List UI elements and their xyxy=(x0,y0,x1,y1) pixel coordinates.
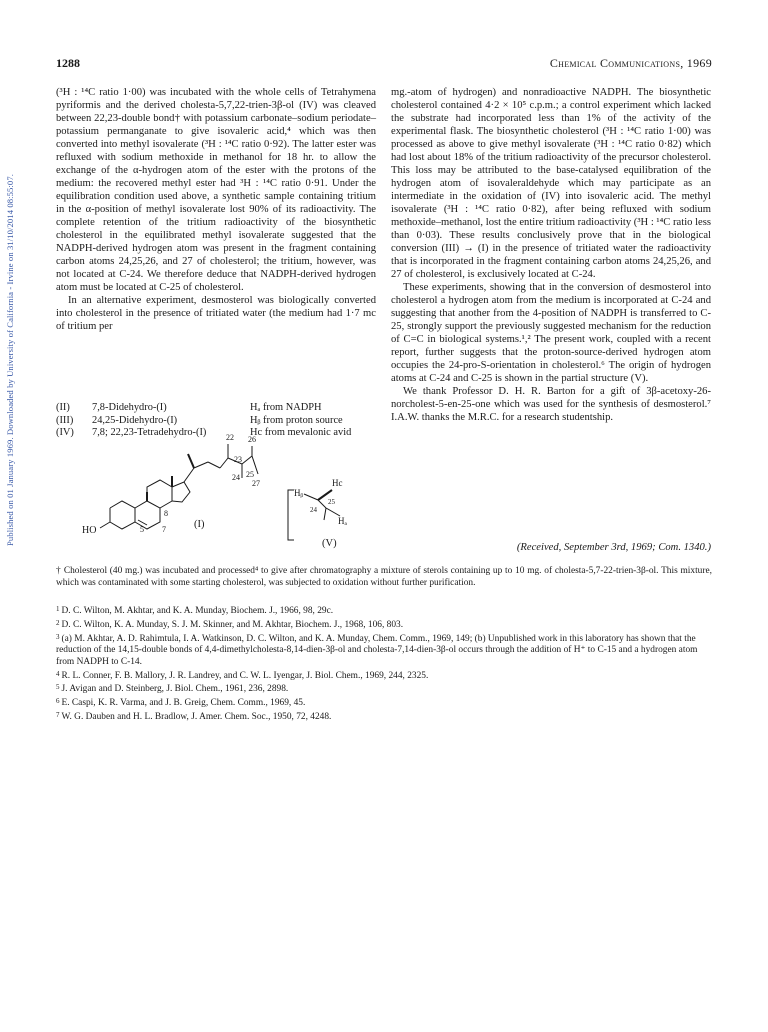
chemical-structures xyxy=(56,420,386,550)
right-paragraph-1: mg.-atom of hydrogen) and nonradioactive NADPH. The biosynthetic cholesterol contained 4·2 × 10⁵ c.p.m.; a control experiment which lacked the substrate had incorporated less than 1% of the activity of the experimental flask. The biosynthetic cholesterol (³H : ¹⁴C ratio 1·00) was processed as above to give methyl isovalerate (³H : ¹⁴C ratio 0·82) which had lost about 18% of the tritium radioactivity of the precursor cholesterol. This loss may be attributed to the base-catalysed equilibration of the hydrogen atom of isovaleraldehyde which may participate as an intermediate in the oxidation of (IV) into isovaleric acid. The methyl isovalerate (³H : ¹⁴C ratio 0·82), after being refluxed with sodium methoxide–methanol, lost the entire tritium radioactivity (³H : ¹⁴C ratio less than 0·03). These results conclusively prove that in the biological conversion (III) → (I) in the presence of tritiated water the radioactivity that is incorporated in the fragment containing carbon atoms 24,25,26, and 27 of cholesterol, is exclusively located at C-24. xyxy=(391,87,711,280)
reference-item xyxy=(56,682,712,695)
hc-label: Hc xyxy=(332,478,343,488)
legend-row xyxy=(56,402,376,415)
legend-number: (II) xyxy=(56,402,70,413)
legend-number: (IV) xyxy=(56,427,74,438)
reference-text: W. G. Dauben and H. L. Bradlow, J. Amer. Chem. Soc., 1950, 72, 4248. xyxy=(61,712,332,723)
right-paragraph-3: We thank Professor D. H. R. Barton for a gift of 3β-acetoxy-26-norcholest-5-en-25-one which was used for the synthesis of desmosterol.⁷ I.A.W. thanks the M.R.C. for a research studentship. xyxy=(391,386,711,423)
publication-stamp xyxy=(0,40,20,680)
reference-text: E. Caspi, K. R. Varma, and J. B. Greig, Chem. Comm., 1969, 45. xyxy=(61,698,306,709)
reference-number: 2 xyxy=(56,618,60,627)
atom-number-27: 27 xyxy=(252,479,260,488)
page-number: 1288 xyxy=(56,56,80,70)
atom-number-8: 8 xyxy=(164,509,168,518)
reference-number: 3 xyxy=(56,632,60,641)
reference-text: J. Avigan and D. Steinberg, J. Biol. Chem., 1961, 236, 2898. xyxy=(61,684,289,695)
received-note xyxy=(391,542,711,553)
reference-number: 7 xyxy=(56,711,60,720)
footnote: † Cholesterol (40 mg.) was incubated and processed⁴ to give after chromatography a mixture of sterols containing up to 10 mg. of cholesta-5,7-22-trien-3β-ol. This mixture, which was contaminated with some starting cholesterol, was subjected to oxidation without further purification. xyxy=(56,566,712,588)
legend-compound: 7,8; 22,23-Tetradehydro-(I) xyxy=(92,427,207,438)
hb-label: Hᵦ xyxy=(294,488,304,498)
running-title-text: Chemical Communications, 1969 xyxy=(549,56,712,70)
reference-item xyxy=(56,669,712,682)
hydroxyl-label: HO xyxy=(82,525,97,536)
right-column xyxy=(391,86,711,424)
reference-item xyxy=(56,604,712,617)
compound-label-I: (I) xyxy=(194,519,205,530)
reference-item xyxy=(56,710,712,723)
reference-text: R. L. Conner, F. B. Mallory, J. R. Landrey, and C. W. L. Iyengar, J. Biol. Chem., 1969, 244, 2325. xyxy=(61,670,429,681)
publication-stamp-text: Published on 01 January 1969. Downloaded by University of California - Irvine on 31/10/2014 08:55:07. xyxy=(5,174,15,546)
compound-label-V: (V) xyxy=(322,538,337,549)
atom-number-24: 24 xyxy=(232,473,240,482)
reference-number: 5 xyxy=(56,683,60,692)
legend-number: (III) xyxy=(56,414,74,426)
reference-text: D. C. Wilton, M. Akhtar, and K. A. Munday, Biochem. J., 1966, 98, 29c. xyxy=(61,606,334,616)
reference-number: 1 xyxy=(56,605,60,613)
atom-number-5: 5 xyxy=(140,525,144,534)
reference-item xyxy=(56,618,712,631)
c25-label: 25 xyxy=(328,498,335,506)
legend-note: Hc from mevalonic avid xyxy=(250,427,352,438)
reference-item xyxy=(56,696,712,709)
atom-number-22: 22 xyxy=(226,433,234,442)
reference-list xyxy=(56,604,712,724)
reference-item xyxy=(56,632,712,668)
reference-text: D. C. Wilton, K. A. Munday, S. J. M. Skinner, and M. Akhtar, Biochem. J., 1968, 106, 803. xyxy=(61,619,404,630)
legend-note: Hᵦ from proton source xyxy=(250,414,343,426)
atom-number-23: 23 xyxy=(234,455,242,464)
running-title xyxy=(550,56,712,71)
c24-label: 24 xyxy=(310,506,317,514)
legend-compound: 24,25-Didehydro-(I) xyxy=(92,414,178,426)
left-paragraph-1: (³H : ¹⁴C ratio 1·00) was incubated with the whole cells of Tetrahymena pyriformis and the derived cholesta-5,7,22-trien-3β-ol (IV) was cleaved between 22,23-double bond† with potassium carbonate–sodium periodate–potassium permanganate to give isovaleric acid,⁴ which was then converted into methyl isovalerate (³H : ¹⁴C ratio 0·92). The latter ester was refluxed with sodium methoxide in methanol for 18 hr. to allow the exchange of the α-hydrogen atom of the ester with the protons of the medium: the recovered methyl ester had ³H : ¹⁴C ratio 0·91. Under the equilibration condition used above, a synthetic sample containing tritium in the α-position of methyl isovalerate lost 90% of its radioactivity. The complete retention of the tritium radioactivity of the biosynthetic cholesterol in the equilibrated methyl isovalerate suggested that the NADPH-derived hydrogen atom was present in the fragment containing carbon atoms 24,25,26, and 27 of cholesterol; the tritium, however, was not located at C-24. We therefore deduce that NADPH-derived hydrogen atom must be located at C-25 of cholesterol. xyxy=(56,87,376,293)
atom-number-7: 7 xyxy=(162,525,166,534)
reference-number: 6 xyxy=(56,697,60,706)
reference-number: 4 xyxy=(56,669,60,678)
left-column xyxy=(56,86,376,333)
legend-note: Hₐ from NADPH xyxy=(250,402,322,413)
legend-compound: 7,8-Didehydro-(I) xyxy=(92,402,167,413)
ha-label: Hₐ xyxy=(338,516,347,526)
reference-text: (a) M. Akhtar, A. D. Rahimtula, I. A. Watkinson, D. C. Wilton, and K. A. Munday, Chem. Comm., 1969, 149; (b) Unpublished work in this laboratory has shown that the reduction of the 14,15-double bonds of 4,4-dimethylcholesta-8,14-dien-3β-ol and cholesta-7,14-dien-3β-ol occurs through the addition of H⁺ to C-15 and a hydrogen atom from NADPH to C-14. xyxy=(56,633,698,667)
received-date: (Received, September 3rd, 1969; xyxy=(516,542,659,553)
left-paragraph-2: In an alternative experiment, desmosterol was biologically converted into cholesterol in the presence of tritiated water (the medium had 1·7 mc of tritium per xyxy=(56,295,376,332)
atom-number-25: 25 xyxy=(246,470,254,479)
right-paragraph-2: These experiments, showing that in the conversion of desmosterol into cholesterol a hydrogen atom from the medium is incorporated at C-24 and suggesting that another from the 4-position of NADPH is transferred to C-25, strongly support the previously suggested mechanism for the reduction of C=C in biological systems.¹,² The present work, coupled with a recent report, further suggests that the proton-source-derived hydrogen atom occupies the 24-pro-S-orientation in cholesterol.⁶ The origin of hydrogen atoms at C-24 and C-25 is shown in the partial structure (V). xyxy=(391,282,711,384)
communication-number: Com. 1340.) xyxy=(658,542,711,553)
atom-number-26: 26 xyxy=(248,435,256,444)
partial-structure-labels xyxy=(294,478,347,549)
